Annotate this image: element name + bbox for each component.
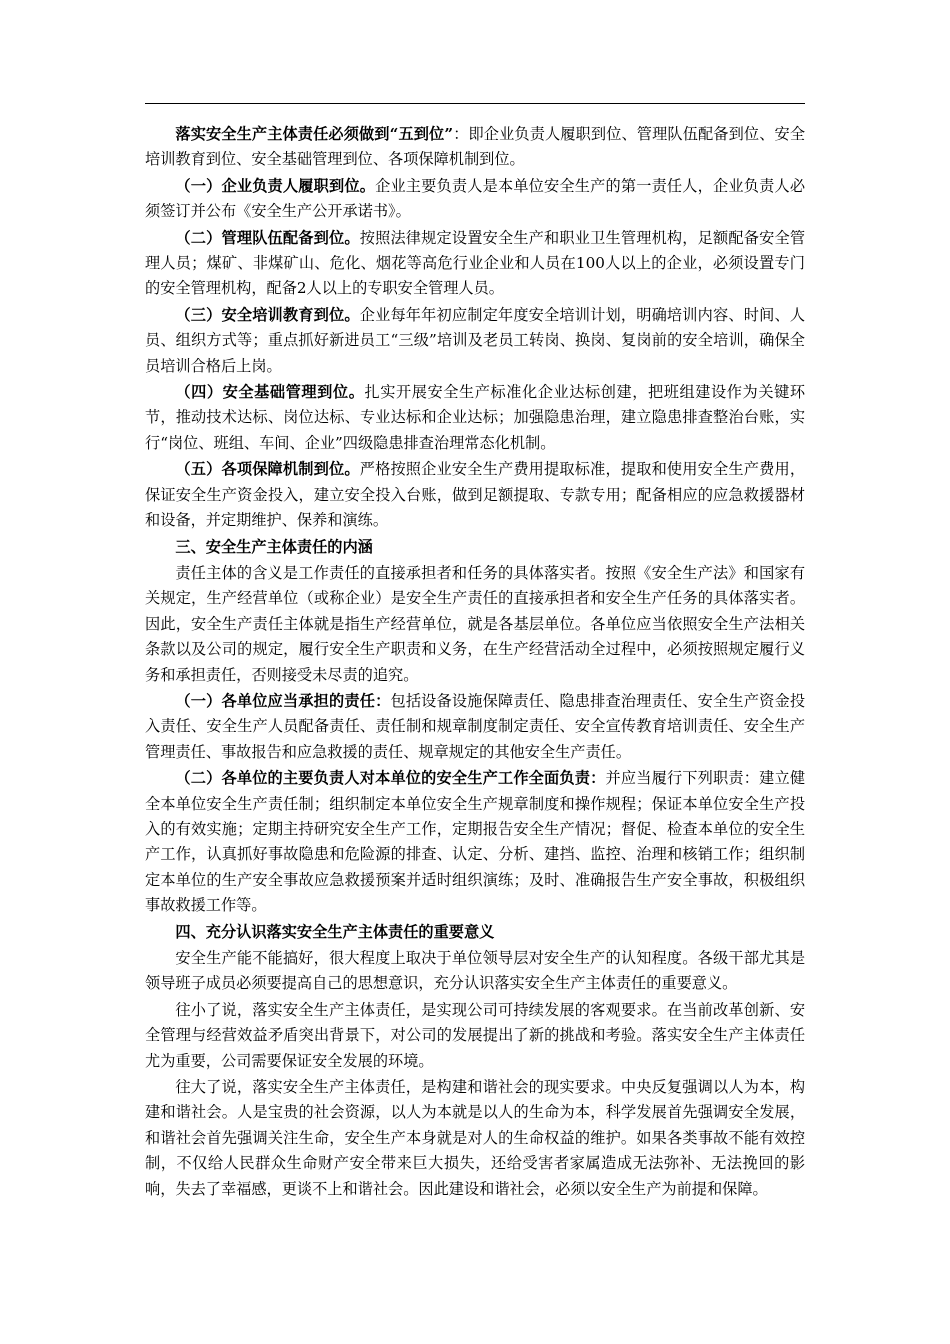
paragraph-text: 企业主要负责人是本单位安全生产的第一责任人，企业负责人必须签订并公布《安全生产公开承诺书》。 [145, 176, 806, 221]
paragraph-unit-responsibilities [145, 689, 805, 765]
section-heading: 三、安全生产主体责任的内涵 [175, 537, 373, 556]
paragraph-text: 包括设备设施保障责任、隐患排查治理责任、安全生产资金投入责任、安全生产人员配备责任、责任制和规章制度制定责任、安全宣传教育培训责任、安全生产管理责任、事故报告和应急救援的责任、规章规定的其他安全生产责任。 [145, 691, 806, 761]
document-body [145, 122, 805, 1203]
paragraph-text: 往大了说，落实安全生产主体责任，是构建和谐社会的现实要求。中央反复强调以人为本，构建和谐社会。人是宝贵的社会资源，以人为本就是以人的生命为本，科学发展首先强调安全发展，和谐社会首先强调关注生命，安全生产本身就是对人的生命权益的维护。如果各类事故不能有效控制，不仅给人民群众生命财产安全带来巨大损失，还给受害者家属造成无法弥补、无法挽回的影响，失去了幸福感，更谈不上和谐社会。因此建设和谐社会，必须以安全生产为前提和保障。 [145, 1078, 805, 1198]
paragraph-leader-duty [145, 174, 805, 225]
paragraph-lead: （二）管理队伍配备到位。 [175, 228, 360, 247]
paragraph-text: 往小了说，落实安全生产主体责任，是实现公司可持续发展的客观要求。在当前改革创新、安全管理与经营效益矛盾突出背景下，对公司的发展提出了新的挑战和考验。落实安全生产主体责任尤为重要，公司需要保证安全发展的环境。 [145, 1000, 805, 1070]
paragraph-leadership-awareness [145, 946, 805, 997]
section-heading-connotation [145, 535, 805, 560]
paragraph-lead: 落实安全生产主体责任必须做到“五到位” [175, 125, 454, 143]
paragraph-text: 企业每年年初应制定年度安全培训计划，明确培训内容、时间、人员、组织方式等；重点抓好新进员工“三级”培训及老员工转岗、换岗、复岗前的安全培训，确保全员培训合格后上岗。 [145, 305, 806, 375]
paragraph-text: ：即企业负责人履职到位、管理队伍配备到位、安全培训教育到位、安全基础管理到位、各项保障机制到位。 [145, 125, 806, 169]
paragraph-lead: （一）企业负责人履职到位。 [175, 176, 376, 195]
paragraph-harmonious-society [145, 1075, 805, 1202]
paragraph-training [145, 303, 805, 379]
paragraph-lead: （四）安全基础管理到位。 [175, 383, 365, 402]
paragraph-text: 安全生产能不能搞好，很大程度上取决于单位领导层对安全生产的认知程度。各级干部尤其是领导班子成员必须要提高自己的思想意识，充分认识落实安全生产主体责任的重要意义。 [145, 949, 805, 993]
header-rule [145, 103, 805, 104]
paragraph-text: 按照法律规定设置安全生产和职业卫生管理机构，足额配备安全管理人员；煤矿、非煤矿山、危化、烟花等高危行业企业和人员在100人以上的企业，必须设置专门的安全管理机构，配备2人以上的专职安全管理人员。 [145, 228, 806, 298]
section-heading-significance [145, 920, 805, 945]
paragraph-lead: （五）各项保障机制到位。 [175, 460, 360, 479]
paragraph-text: 严格按照企业安全生产费用提取标准，提取和使用安全生产费用，保证安全生产资金投入，建立安全投入台账，做到足额提取、专款专用；配备相应的应急救援器材和设备，并定期维护、保养和演练。 [145, 460, 806, 530]
paragraph-company-development [145, 998, 805, 1074]
paragraph-text: 责任主体的含义是工作责任的直接承担者和任务的具体落实者。按照《安全生产法》和国家有关规定，生产经营单位（或称企业）是安全生产责任的直接承担者和安全生产任务的具体落实者。因此，安全生产责任主体就是指生产经营单位，就是各基层单位。各单位应当依照安全生产法相关条款以及公司的规定，履行安全生产职责和义务，在生产经营活动全过程中，必须按照规定履行义务和承担责任，否则接受未尽责的追究。 [145, 563, 805, 684]
paragraph-basic-management [145, 380, 805, 456]
paragraph-five-in-place [145, 122, 805, 173]
paragraph-guarantee-mechanism [145, 457, 805, 533]
paragraph-management-team [145, 226, 805, 302]
paragraph-text: 并应当履行下列职责：建立健全本单位安全生产责任制；组织制定本单位安全生产规章制度和操作规程；保证本单位安全生产投入的有效实施；定期主持研究安全生产工作，定期报告安全生产情况；督促、检查本单位的安全生产工作，认真抓好事故隐患和危险源的排查、认定、分析、建挡、监控、治理和核销工作；组织制定本单位的生产安全事故应急救援预案并适时组织演练；及时、准确报告生产安全事故，积极组织事故救援工作等。 [145, 769, 806, 915]
section-heading: 四、充分认识落实安全生产主体责任的重要意义 [175, 922, 495, 941]
paragraph-lead: （二）各单位的主要负责人对本单位的安全生产工作全面负责： [175, 769, 606, 788]
paragraph-lead: （一）各单位应当承担的责任： [175, 691, 391, 710]
paragraph-text: 扎实开展安全生产标准化企业达标创建，把班组建设作为关键环节，推动技术达标、岗位达标、专业达标和企业达标；加强隐患治理，建立隐患排查整治台账，实行“岗位、班组、车间、企业”四级隐患排查治理常态化机制。 [145, 383, 806, 452]
paragraph-responsibility-subject [145, 561, 805, 688]
paragraph-lead: （三）安全培训教育到位。 [175, 305, 360, 324]
paragraph-principal-duties [145, 766, 805, 918]
